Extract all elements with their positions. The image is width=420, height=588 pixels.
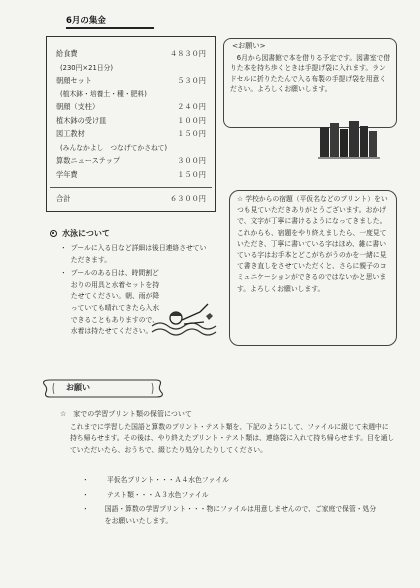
fee-label: 朝顔（支柱） — [56, 102, 100, 111]
list-item — [82, 489, 209, 499]
keeping-heading: ☆ 家での学習プリント類の保管について — [60, 410, 192, 418]
fees-divider — [50, 187, 212, 188]
fee-row — [56, 156, 206, 166]
list-item — [82, 474, 229, 484]
fee-total-label: 合計 — [56, 194, 71, 203]
keeping-item: 国語・算数の学習プリント・・・物にファイルは用意しませんので、ご家庭で保管・処分をお願いいたします。 — [104, 505, 377, 525]
fee-amount: １００円 — [177, 116, 206, 125]
fee-total-row — [56, 194, 206, 204]
fee-label: 給食費 — [56, 49, 78, 58]
list-item — [60, 243, 212, 266]
fee-amount: ３００円 — [177, 156, 206, 165]
keeping-item: テスト類・・・Ａ３水色ファイル — [106, 491, 209, 499]
fee-row — [56, 116, 206, 126]
swimming-heading — [50, 228, 110, 239]
swimming-bullet: プールのある日は、時間割どおりの用具と水着セットを持たせてください。朝、雨が降っていても晴れてきたら入水できることもありますので、水着は持たせてください。 — [70, 269, 160, 336]
bullet-icon: ・ — [82, 476, 89, 484]
fee-note: (230円×21日分) — [60, 64, 114, 72]
banner-label: お願い — [66, 383, 90, 392]
request-body: 6月から図書館で本を借りる予定です。図書室で借りた本を持ち歩くときは手提げ袋に入れます。ランドセルに折りたたんで入る布製の手提げ袋を用意ください。よろしくお願いします。 — [230, 54, 391, 94]
fee-label: 朝顔セット — [56, 76, 92, 85]
target-icon — [50, 230, 57, 237]
fee-row — [56, 102, 206, 112]
fee-row — [56, 170, 206, 180]
homework-text — [237, 194, 391, 295]
fee-row — [56, 129, 206, 139]
fee-row — [56, 49, 206, 59]
fee-label: 図工教材 — [56, 129, 85, 138]
fee-total-amount: ６３００円 — [170, 194, 206, 203]
fee-amount: ２４０円 — [177, 102, 206, 111]
swimming-title: 水泳について — [62, 229, 110, 238]
bullet-icon: ・ — [60, 269, 67, 278]
list-item — [82, 503, 382, 527]
bullet-icon: ・ — [82, 491, 89, 499]
request-title: <お願い> — [232, 41, 266, 50]
fee-label: 算数ニューステップ — [56, 156, 121, 165]
fees-title: 6月の集金 — [66, 14, 154, 29]
fee-amount: １５０円 — [177, 170, 206, 179]
homework-body: 学校からの宿題（平仮名などのプリント）をいつも見ていただきありがとうございます。おかげで、文字が丁寧に書けるようになってきました。これからも、宿題をやり終えましたら、一度見ていただき、丁寧に書いている字はほめ、雑に書いている字はお手本とどこがちがうのかを一緒に見て書き直しをさせていただくと、さらに親子のコミュニケーションができるのではないかと思います。よろしくお願いします。 — [237, 195, 388, 293]
banner-scroll — [40, 377, 164, 399]
fee-row — [56, 76, 206, 86]
fee-label: 学年費 — [56, 170, 78, 179]
star-icon: ☆ — [237, 195, 244, 203]
fee-note: (みんなかよし つなげてかさねて) — [60, 144, 168, 152]
fee-amount: ４８３０円 — [170, 49, 206, 58]
bullet-icon: ・ — [60, 244, 67, 252]
swimming-bullet: プールに入る日など詳細は後日連絡させていただきます。 — [70, 244, 207, 264]
fee-note: (植木鉢・培養土・種・肥料) — [60, 90, 147, 98]
fee-amount: １５０円 — [177, 129, 206, 138]
bullet-icon: ・ — [82, 505, 89, 513]
keeping-item: 平仮名プリント・・・Ａ４水色ファイル — [106, 476, 229, 484]
keeping-body: これまでに学習した国語と算数のプリント・テスト類を、下記のようにして、ファイルに綴じて未週中に持ち帰らせます。その後は、やり終えたプリント・テスト類は、連絡袋に入れて持ち帰らせます。目を通していただいたら、おうちで、綴じたり処分したりしてください。 — [70, 423, 395, 454]
swimmer-illustration — [150, 296, 218, 340]
fee-label: 植木鉢の受け皿 — [56, 116, 107, 125]
books-icon — [318, 117, 380, 159]
fee-amount: ５３０円 — [177, 76, 206, 85]
